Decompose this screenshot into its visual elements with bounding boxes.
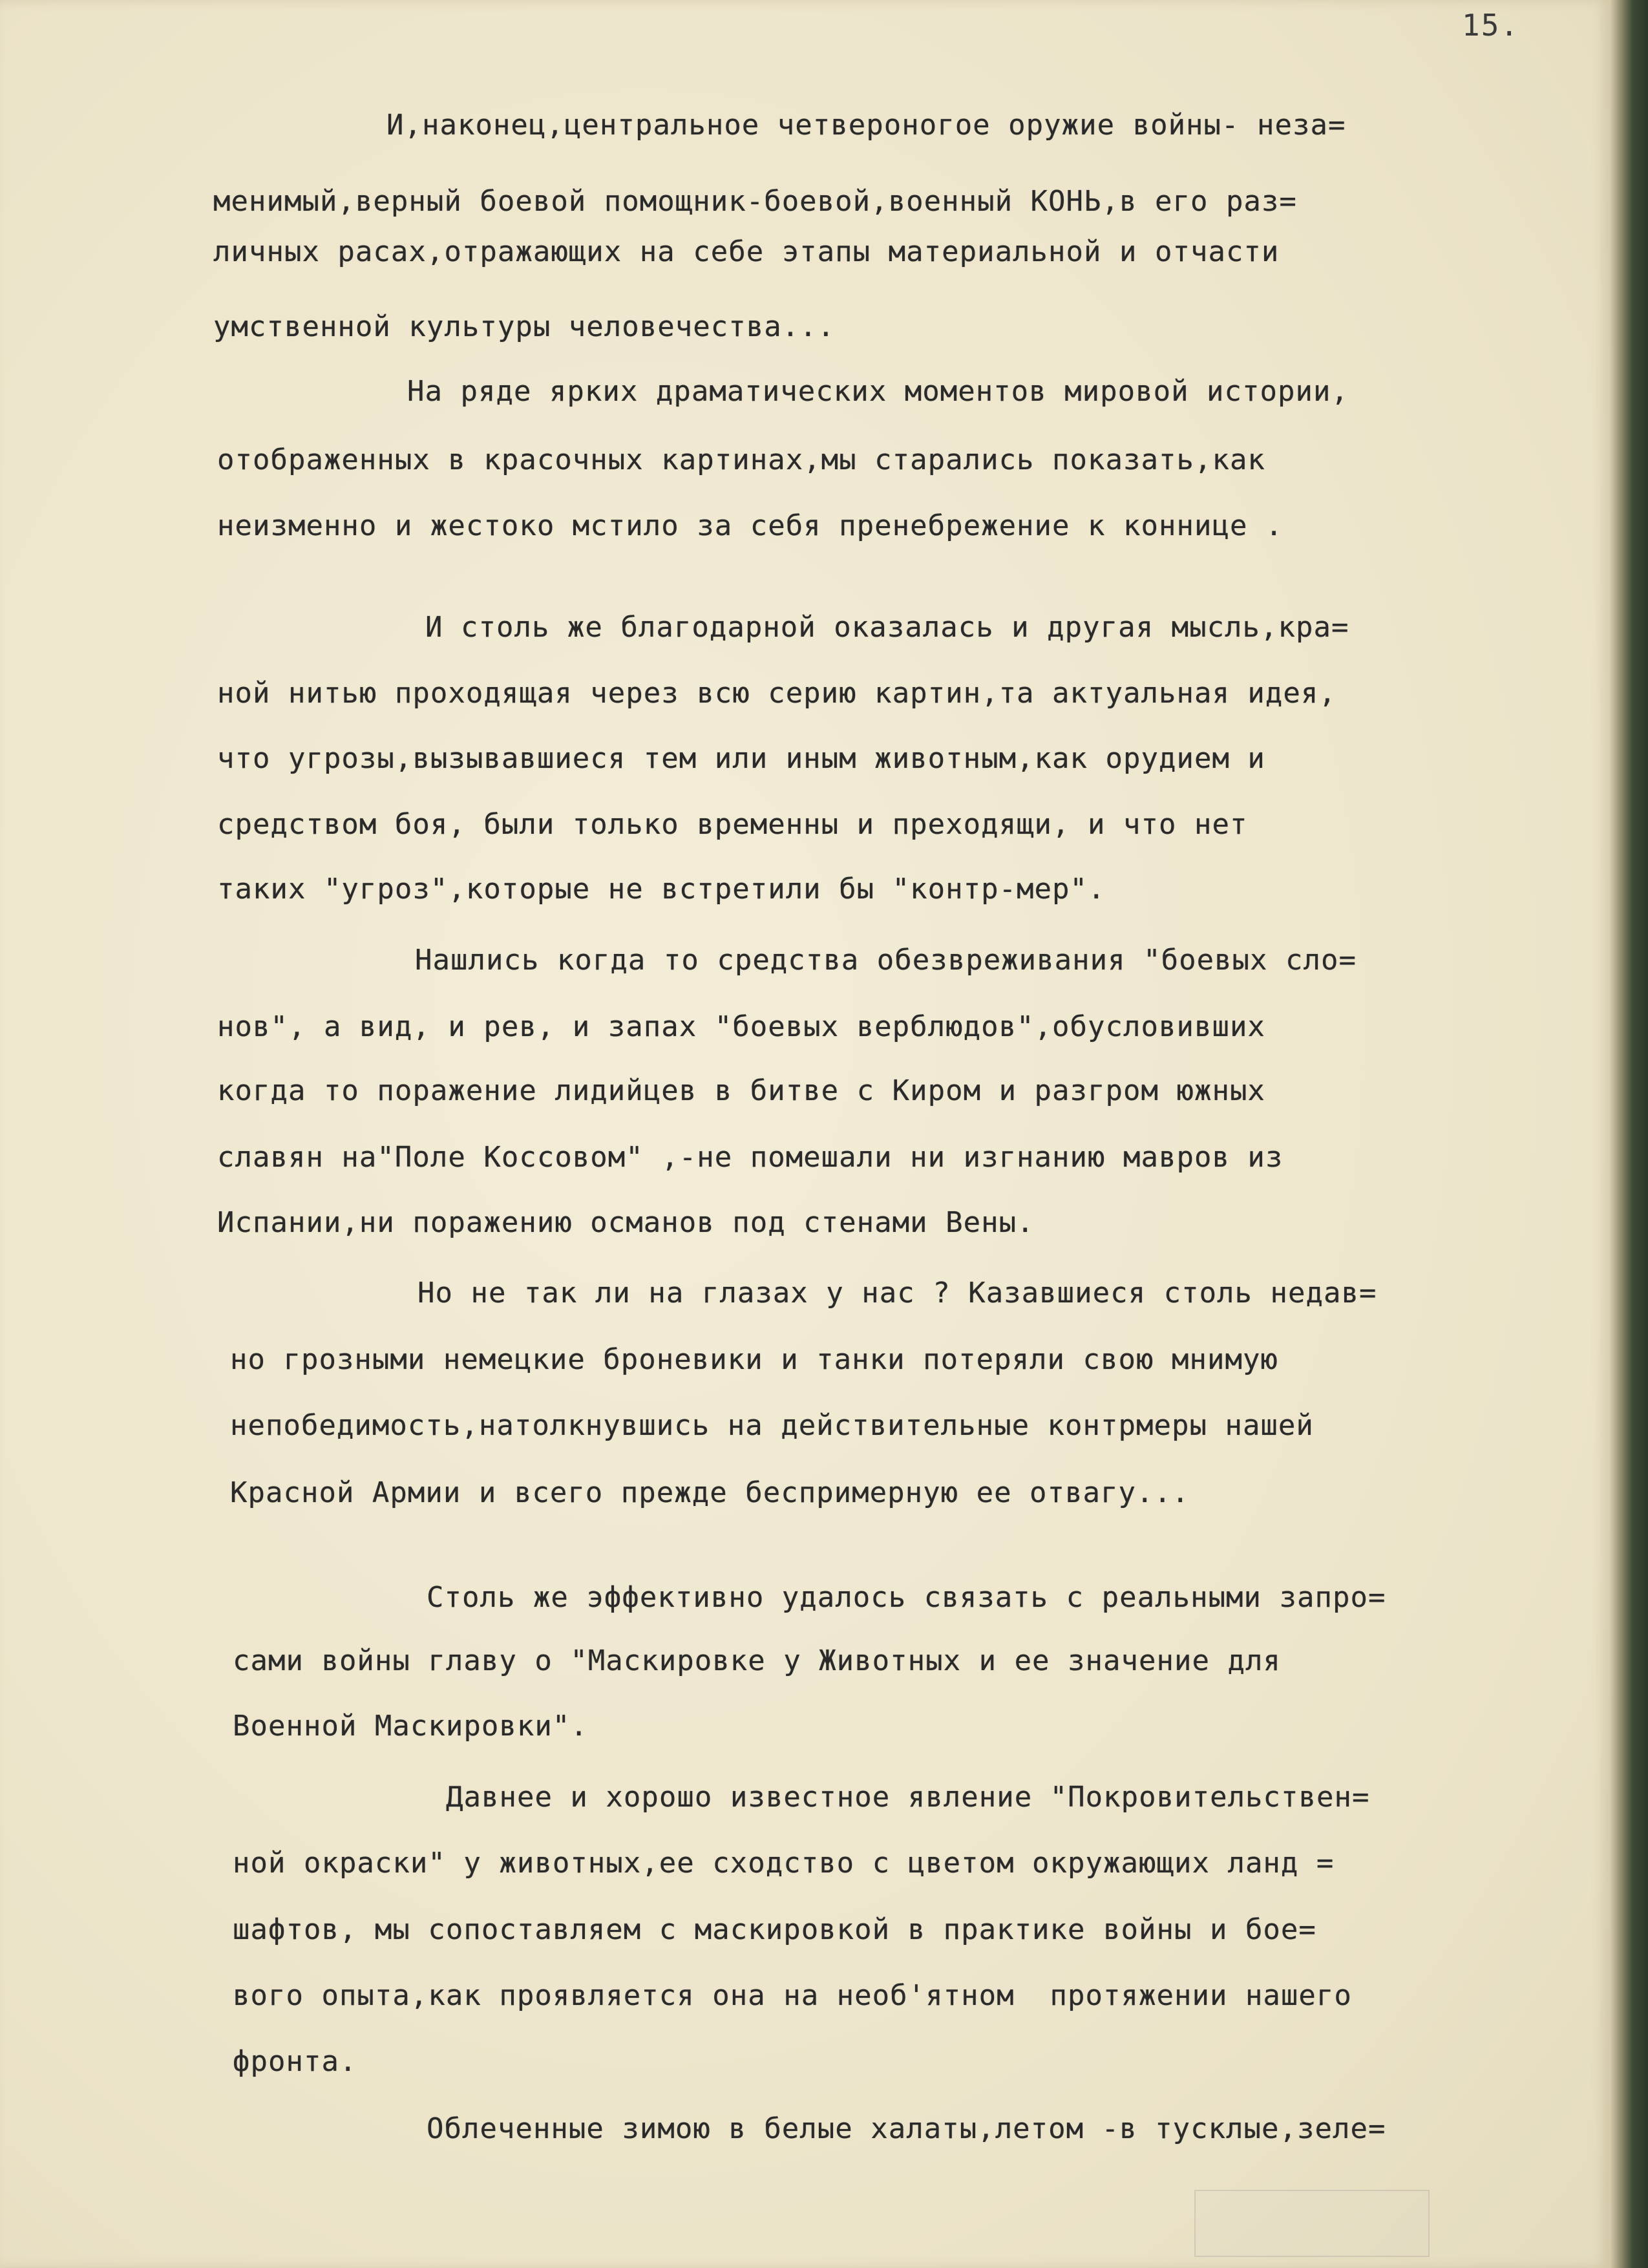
text-line: менимый,верный боевой помощник-боевой,военный КОНЬ,в его раз=	[213, 185, 1297, 218]
text-line: Испании,ни поражению османов под стенами Вены.	[217, 1206, 1035, 1239]
text-line: что угрозы,вызывавшиеся тем или иным животным,как орудием и	[217, 742, 1265, 775]
text-line: ной окраски" у животных,ее сходство с цветом окружающих ланд =	[233, 1847, 1335, 1880]
text-line: Столь же эффективно удалось связать с реальными запро=	[427, 1581, 1386, 1614]
text-line: нов", а вид, и рев, и запах "боевых верблюдов",обусловивших	[217, 1010, 1265, 1043]
text-line: умственной культуры человечества...	[213, 310, 836, 343]
text-line: средством боя, были только временны и преходящи, и что нет	[217, 808, 1248, 841]
text-line: когда то поражение лидийцев в битве с Киром и разгром южных	[217, 1074, 1265, 1107]
text-line: таких "угроз",которые не встретили бы "контр-мер".	[217, 873, 1106, 906]
text-line: фронта.	[233, 2045, 357, 2078]
text-line: И,наконец,центральное четвероногое оружие войны- неза=	[386, 109, 1346, 142]
text-line: шафтов, мы сопоставляем с маскировкой в практике войны и бое=	[233, 1913, 1316, 1946]
text-line: личных расах,отражающих на себе этапы материальной и отчасти	[213, 235, 1280, 268]
page-edge-shadow	[1609, 0, 1648, 2268]
text-line: И столь же благодарной оказалась и другая мысль,кра=	[425, 611, 1349, 644]
text-line: Но не так ли на глазах у нас ? Казавшиеся столь недав=	[417, 1277, 1377, 1309]
text-line: ной нитью проходящая через всю серию картин,та актуальная идея,	[217, 677, 1336, 710]
page-number: 15.	[1462, 8, 1520, 43]
text-line: Облеченные зимою в белые халаты,летом -в тусклые,зеле=	[427, 2112, 1386, 2145]
text-line: вого опыта,как проявляется она на необ'ятном протяжении нашего	[233, 1979, 1352, 2012]
text-line: непобедимость,натолкнувшись на действительные контрмеры нашей	[230, 1409, 1314, 1442]
text-line: неизменно и жестоко мстило за себя пренебрежение к коннице .	[217, 509, 1284, 542]
text-line: Давнее и хорошо известное явление "Покровительствен=	[446, 1781, 1370, 1814]
text-line: Военной Маскировки".	[233, 1710, 588, 1743]
text-line: сами войны главу о "Маскировке у Животных и ее значение для	[233, 1644, 1281, 1677]
text-line: Красной Армии и всего прежде беспримерную ее отвагу...	[230, 1476, 1190, 1509]
text-line: Нашлись когда то средства обезвреживания "боевых сло=	[415, 944, 1357, 977]
text-line: славян на"Поле Коссовом" ,-не помешали ни изгнанию мавров из	[217, 1141, 1284, 1174]
faded-stamp	[1194, 2190, 1430, 2257]
text-line: но грозными немецкие броневики и танки потеряли свою мнимую	[230, 1343, 1278, 1376]
text-line: На ряде ярких драматических моментов мировой истории,	[407, 375, 1349, 408]
text-line: отображенных в красочных картинах,мы старались показать,как	[217, 443, 1265, 476]
